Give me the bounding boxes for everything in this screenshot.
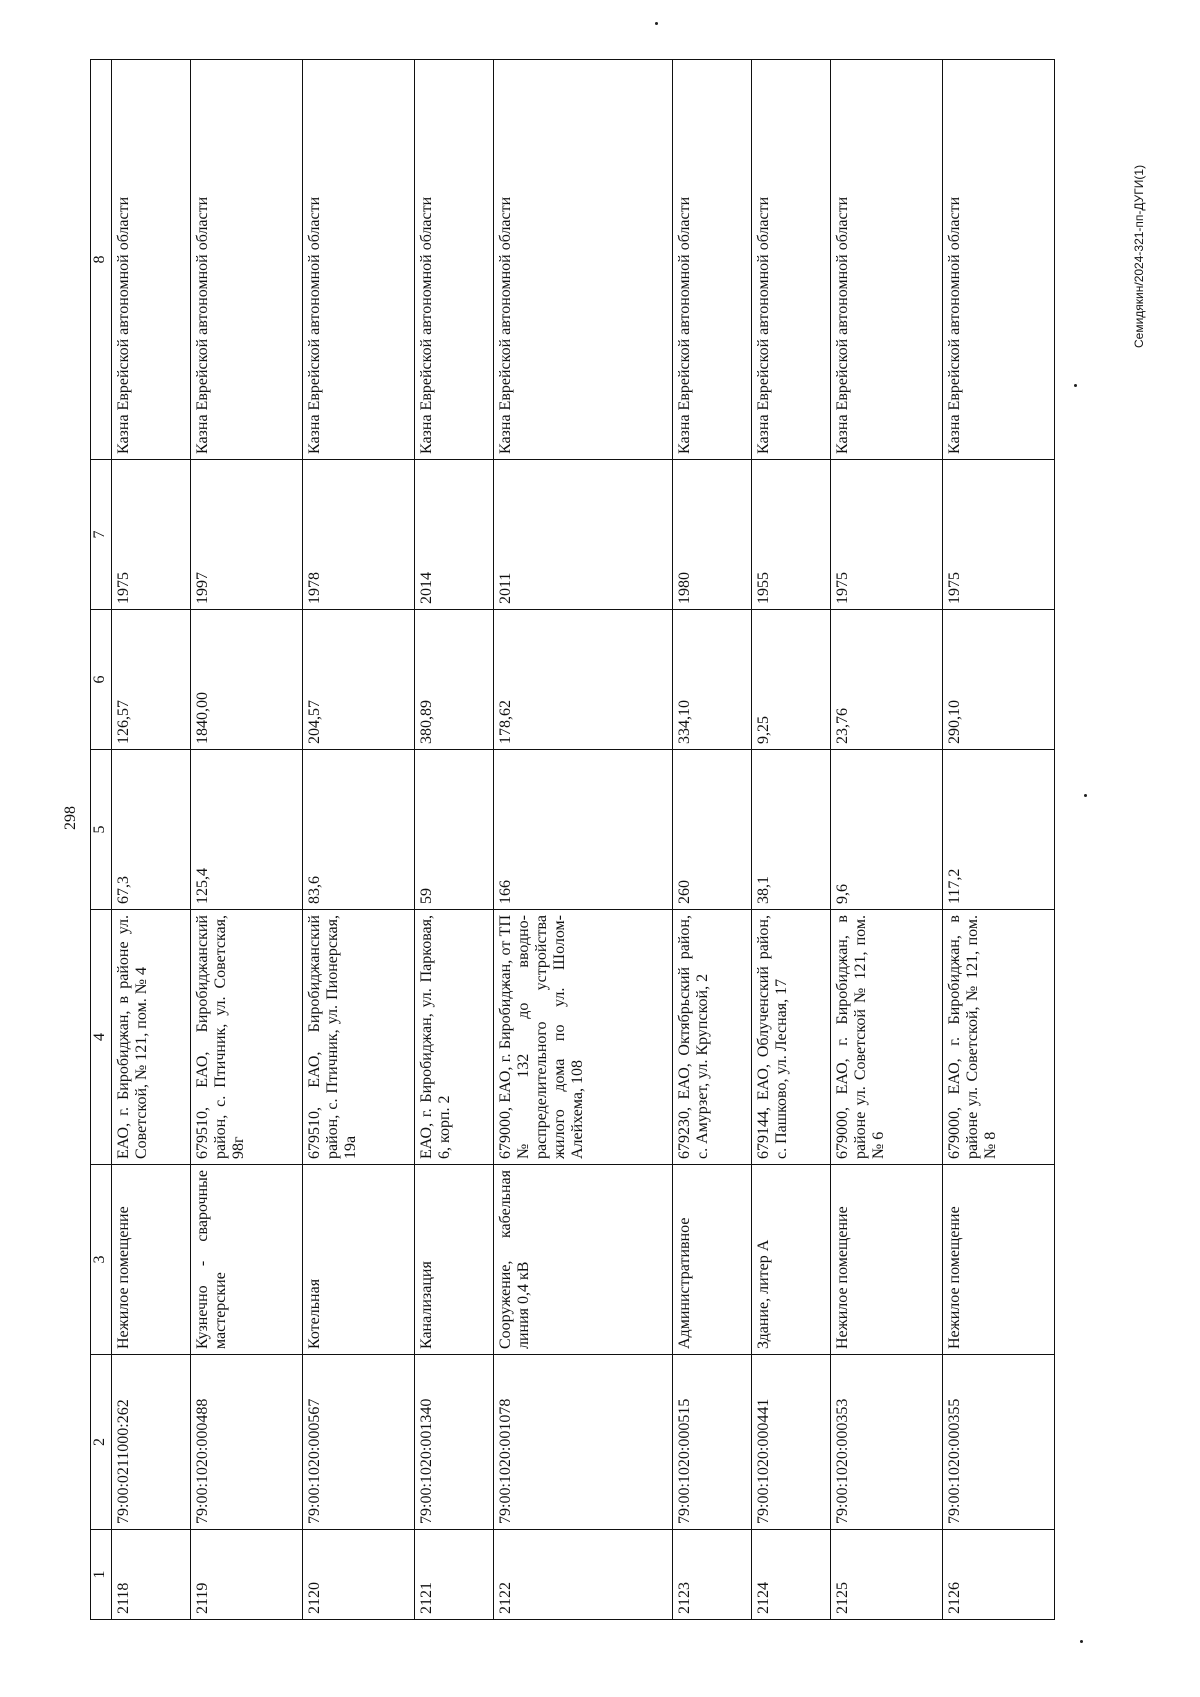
object-name-cell: Административное (672, 1165, 751, 1355)
value-cell: 9,25 (751, 610, 830, 750)
object-name-cell: Канализация (415, 1165, 494, 1355)
scan-speck (1080, 1640, 1083, 1643)
owner-cell: Казна Еврейской автономной области (303, 60, 415, 460)
year-cell: 2014 (415, 460, 494, 610)
row-number-cell: 2122 (494, 1530, 672, 1620)
year-cell: 1980 (672, 460, 751, 610)
row-number-cell: 2119 (191, 1530, 303, 1620)
year-cell: 1978 (303, 460, 415, 610)
scan-speck (1074, 384, 1077, 387)
cadastral-number-cell: 79:00:1020:000488 (191, 1355, 303, 1530)
value-cell: 178,62 (494, 610, 672, 750)
object-name-cell: Нежилое помещение (942, 1165, 1054, 1355)
year-cell: 1975 (830, 460, 942, 610)
value-cell: 126,57 (112, 610, 191, 750)
column-header: 8 (91, 60, 112, 460)
address-cell: 679510, ЕАО, Биробиджанский район, с. Птичник, ул. Пионерская, 19а (303, 910, 415, 1165)
object-name-cell: Сооружение, кабельная линия 0,4 кВ (494, 1165, 672, 1355)
column-header: 3 (91, 1165, 112, 1355)
year-cell: 1975 (112, 460, 191, 610)
scan-speck (1084, 794, 1087, 797)
table-row (942, 60, 1054, 1620)
year-cell: 1955 (751, 460, 830, 610)
area-cell: 9,6 (830, 750, 942, 910)
area-cell: 38,1 (751, 750, 830, 910)
table-row (415, 60, 494, 1620)
owner-cell: Казна Еврейской автономной области (672, 60, 751, 460)
value-cell: 334,10 (672, 610, 751, 750)
area-cell: 166 (494, 750, 672, 910)
value-cell: 204,57 (303, 610, 415, 750)
table-body (112, 60, 1055, 1620)
object-name-cell: Кузнечно - сварочные мастерские (191, 1165, 303, 1355)
table-row (830, 60, 942, 1620)
owner-cell: Казна Еврейской автономной области (191, 60, 303, 460)
column-header: 6 (91, 610, 112, 750)
owner-cell: Казна Еврейской автономной области (112, 60, 191, 460)
year-cell: 2011 (494, 460, 672, 610)
cadastral-number-cell: 79:00:1020:000515 (672, 1355, 751, 1530)
value-cell: 1840,00 (191, 610, 303, 750)
row-number-cell: 2118 (112, 1530, 191, 1620)
row-number-cell: 2124 (751, 1530, 830, 1620)
owner-cell: Казна Еврейской автономной области (494, 60, 672, 460)
year-cell: 1975 (942, 460, 1054, 610)
address-cell: 679144, ЕАО, Облученский район, с. Пашково, ул. Лесная, 17 (751, 910, 830, 1165)
column-header: 1 (91, 1530, 112, 1620)
row-number-cell: 2125 (830, 1530, 942, 1620)
cadastral-number-cell: 79:00:1020:000353 (830, 1355, 942, 1530)
owner-cell: Казна Еврейской автономной области (830, 60, 942, 460)
cadastral-number-cell: 79:00:1020:001340 (415, 1355, 494, 1530)
address-cell: ЕАО, г. Биробиджан, ул. Парковая, 6, корп. 2 (415, 910, 494, 1165)
owner-cell: Казна Еврейской автономной области (751, 60, 830, 460)
row-number-cell: 2126 (942, 1530, 1054, 1620)
address-cell: 679000, ЕАО, г. Биробиджан, в районе ул. Советской № 121, пом. № 6 (830, 910, 942, 1165)
table-row (303, 60, 415, 1620)
cadastral-number-cell: 79:00:0211000:262 (112, 1355, 191, 1530)
row-number-cell: 2123 (672, 1530, 751, 1620)
column-header: 4 (91, 910, 112, 1165)
area-cell: 59 (415, 750, 494, 910)
registry-table-wrapper (90, 60, 1055, 1620)
object-name-cell: Котельная (303, 1165, 415, 1355)
value-cell: 290,10 (942, 610, 1054, 750)
page-number: 298 (62, 806, 79, 830)
cadastral-number-cell: 79:00:1020:001078 (494, 1355, 672, 1530)
table-header (91, 60, 112, 1620)
table-row (191, 60, 303, 1620)
area-cell: 67,3 (112, 750, 191, 910)
row-number-cell: 2120 (303, 1530, 415, 1620)
address-cell: 679510, ЕАО, Биробиджанский район, с. Птичник, ул. Советская, 98г (191, 910, 303, 1165)
value-cell: 23,76 (830, 610, 942, 750)
property-registry-table (90, 59, 1055, 1620)
address-cell: 679230, ЕАО, Октябрьский район, с. Амурзет, ул. Крупской, 2 (672, 910, 751, 1165)
header-row (91, 60, 112, 1620)
scan-speck (655, 22, 658, 25)
cadastral-number-cell: 79:00:1020:000441 (751, 1355, 830, 1530)
cadastral-number-cell: 79:00:1020:000567 (303, 1355, 415, 1530)
year-cell: 1997 (191, 460, 303, 610)
address-cell: ЕАО, г. Биробиджан, в районе ул. Советской, № 121, пом. № 4 (112, 910, 191, 1165)
address-cell: 679000, ЕАО, г. Биробиджан, в районе ул. Советской, № 121, пом. № 8 (942, 910, 1054, 1165)
area-cell: 83,6 (303, 750, 415, 910)
value-cell: 380,89 (415, 610, 494, 750)
owner-cell: Казна Еврейской автономной области (942, 60, 1054, 460)
table-row (672, 60, 751, 1620)
object-name-cell: Нежилое помещение (830, 1165, 942, 1355)
area-cell: 117,2 (942, 750, 1054, 910)
address-cell: 679000, ЕАО, г. Биробиджан, от ТП № 132 до вводно-распределительного устройства жилого дома по ул. Шолом-Алейхема, 108 (494, 910, 672, 1165)
cadastral-number-cell: 79:00:1020:000355 (942, 1355, 1054, 1530)
object-name-cell: Нежилое помещение (112, 1165, 191, 1355)
column-header: 7 (91, 460, 112, 610)
area-cell: 125,4 (191, 750, 303, 910)
table-row (751, 60, 830, 1620)
object-name-cell: Здание, литер А (751, 1165, 830, 1355)
document-code: Семидякин/2024-321-пп-ДУГИ(1) (1132, 164, 1146, 348)
table-row (112, 60, 191, 1620)
table-row (494, 60, 672, 1620)
area-cell: 260 (672, 750, 751, 910)
owner-cell: Казна Еврейской автономной области (415, 60, 494, 460)
row-number-cell: 2121 (415, 1530, 494, 1620)
column-header: 2 (91, 1355, 112, 1530)
column-header: 5 (91, 750, 112, 910)
